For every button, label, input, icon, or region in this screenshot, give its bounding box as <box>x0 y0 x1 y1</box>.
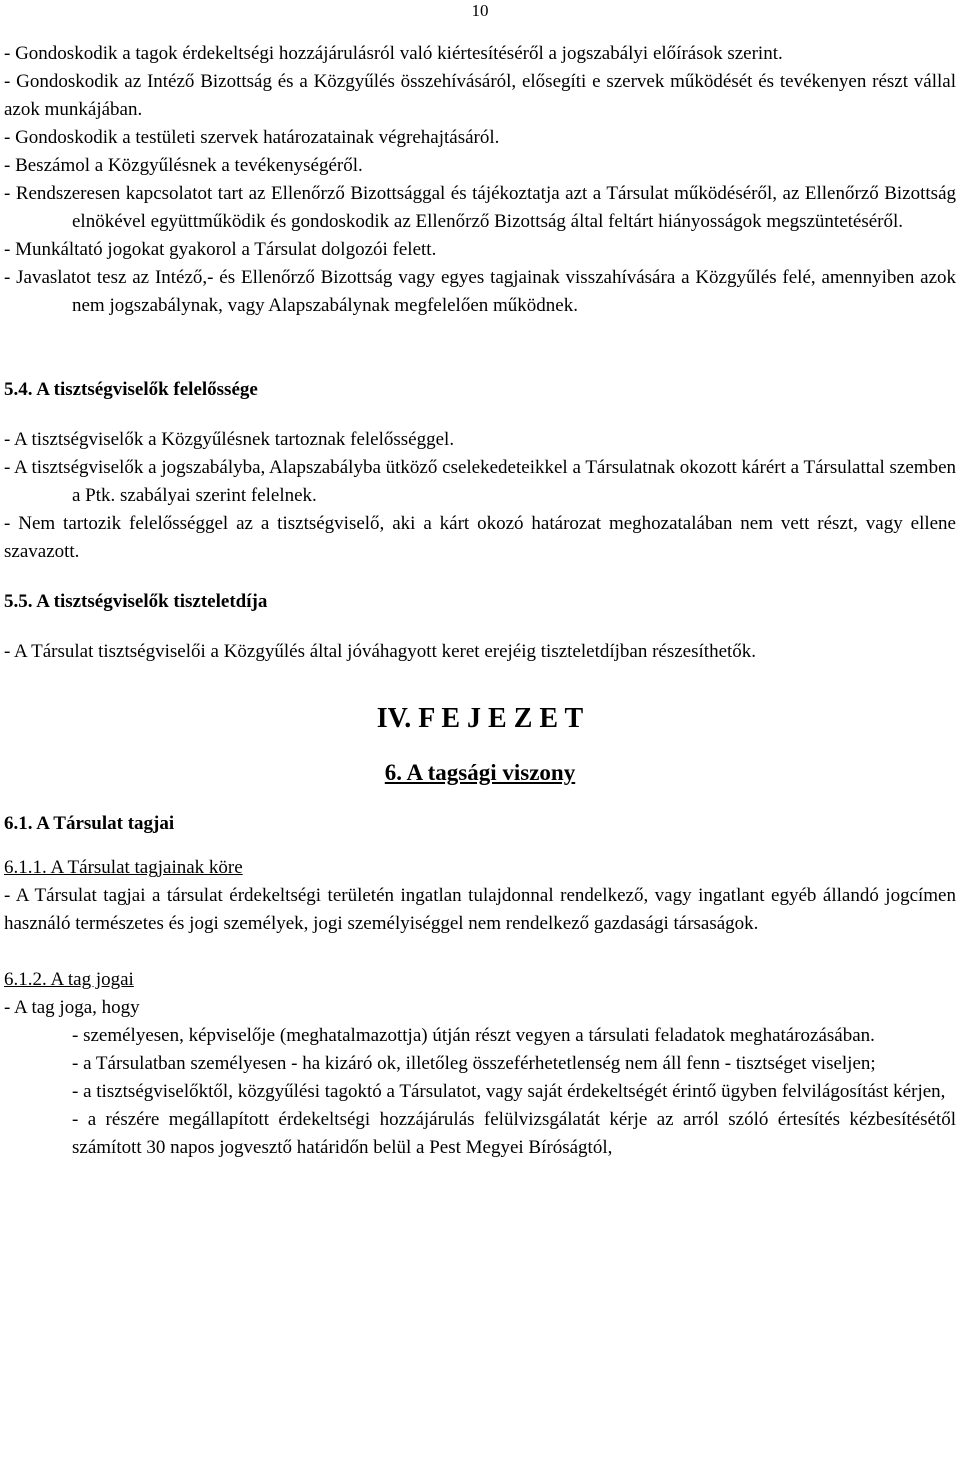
section-heading-6-1: 6.1. A Társulat tagjai <box>4 813 175 834</box>
page-number: 10 <box>471 1 489 20</box>
paragraph: - A Társulat tagjai a társulat érdekeltségi területén ingatlan tulajdonnal rendelkező, vagy ingatlant egyéb állandó jogcímen használó természetes és jogi személyek, jogi személyiséggel nem rendelkező gazdasági társaságok. <box>4 885 956 934</box>
list-item: - Nem tartozik felelősséggel az a tisztségviselő, aki a kárt okozó határozat meghozatalában nem vett részt, vagy ellene szavazott. <box>4 513 956 562</box>
list-item: - Munkáltató jogokat gyakorol a Társulat dolgozói felett. <box>4 239 437 260</box>
list-item: - a részére megállapított érdekeltségi hozzájárulás felülvizsgálatát kérje az arról szóló értesítés kézbesítésétől számított 30 napos jogvesztő határidőn belül a Pest Megyei Bíróságtól, <box>72 1109 956 1158</box>
paragraph: - A tag joga, hogy <box>4 997 140 1018</box>
list-item: - a tisztségviselőktől, közgyűlési tagoktó a Társulatot, vagy saját érdekeltségét érintő ügyben felvilágosítást kérjen, <box>72 1081 946 1102</box>
subsection-heading-6-1-1: 6.1.1. A Társulat tagjainak köre <box>4 857 243 878</box>
list-item: - Gondoskodik a tagok érdekeltségi hozzájárulásról való kiértesítéséről a jogszabályi előírások szerint. <box>4 43 783 64</box>
list-item: - A Társulat tisztségviselői a Közgyűlés által jóváhagyott keret erejéig tiszteletdíjban részesíthetők. <box>4 641 757 662</box>
list-item: - Beszámol a Közgyűlésnek a tevékenységéről. <box>4 155 363 176</box>
chapter-title: IV. F E J E Z E T <box>376 703 584 734</box>
list-item: - A tisztségviselők a Közgyűlésnek tartoznak felelősséggel. <box>4 429 455 450</box>
list-item: - Gondoskodik az Intéző Bizottság és a Közgyűlés összehívásáról, elősegíti e szervek működését és tevékenyen részt vállal azok munkájában. <box>4 71 956 120</box>
list-item: - Rendszeresen kapcsolatot tart az Ellenőrző Bizottsággal és tájékoztatja azt a Társulat működéséről, az Ellenőrző Bizottság elnökével együttműködik és gondoskodik az Ellenőrző Bizottság által feltárt hiányosságok megszüntetéséről. <box>4 183 956 232</box>
list-item: - Gondoskodik a testületi szervek határozatainak végrehajtásáról. <box>4 127 500 148</box>
section-heading-5-5: 5.5. A tisztségviselők tiszteletdíja <box>4 591 268 612</box>
list-item: - személyesen, képviselője (meghatalmazottja) útján részt vegyen a társulati feladatok meghatározásában. <box>72 1025 875 1046</box>
list-item: - a Társulatban személyesen - ha kizáró ok, illetőleg összeférhetetlenség nem áll fenn - tisztséget viseljen; <box>72 1053 876 1074</box>
subsection-heading-6-1-2: 6.1.2. A tag jogai <box>4 969 134 990</box>
list-item: - Javaslatot tesz az Intéző,- és Ellenőrző Bizottság vagy egyes tagjainak visszahívására a Közgyűlés felé, amennyiben azok nem jogszabálynak, vagy Alapszabálynak megfelelően működnek. <box>4 267 956 316</box>
document-body <box>4 40 956 1162</box>
section-heading-5-4: 5.4. A tisztségviselők felelőssége <box>4 379 258 400</box>
chapter-subtitle: 6. A tagsági viszony <box>384 760 576 785</box>
list-item: - A tisztségviselők a jogszabályba, Alapszabályba ütköző cselekedeteikkel a Társulatnak okozott kárért a Társulattal szemben a Ptk. szabályai szerint felelnek. <box>4 457 956 506</box>
